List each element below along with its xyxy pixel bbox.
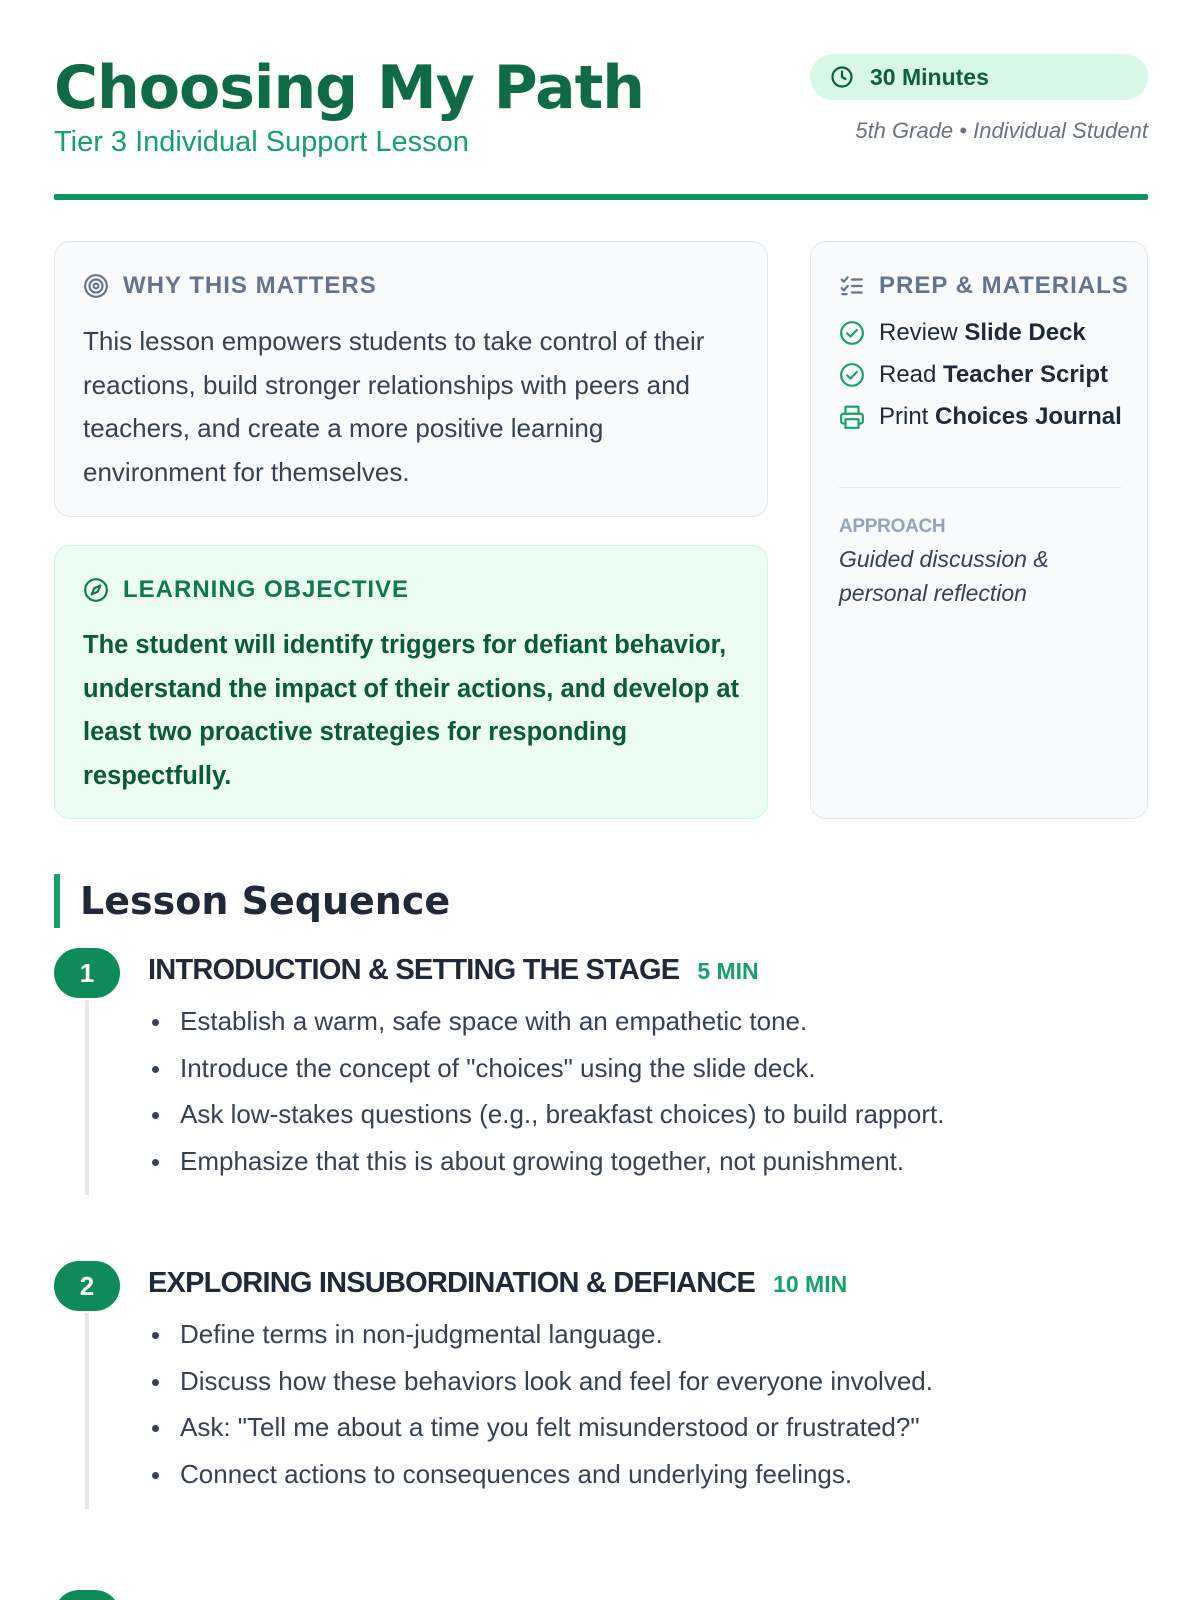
list-item: Emphasize that this is about growing together, not punishment. <box>180 1138 1140 1185</box>
step-number-badge: 2 <box>54 1261 120 1311</box>
prep-list <box>839 318 1129 444</box>
prep-item <box>839 318 1129 348</box>
page-subtitle: Tier 3 Individual Support Lesson <box>54 126 469 158</box>
page-title: Choosing My Path <box>54 53 644 123</box>
step-number-badge-partial <box>54 1590 120 1600</box>
prep-item-verb: Review <box>879 319 958 346</box>
step-bullet-list <box>180 998 1140 1184</box>
target-icon <box>83 273 109 299</box>
check-circle-icon <box>839 320 865 346</box>
approach-text: Guided discussion & personal reflection <box>839 546 1049 606</box>
why-heading: WHY THIS MATTERS <box>123 272 377 299</box>
header-divider <box>54 194 1148 200</box>
approach-label: APPROACH <box>839 516 946 537</box>
prep-divider <box>839 487 1121 488</box>
printer-icon <box>839 404 865 430</box>
list-item: Define terms in non-judgmental language. <box>180 1311 1140 1358</box>
prep-item-verb: Read <box>879 361 937 388</box>
duration-label: 30 Minutes <box>870 63 989 90</box>
section-accent-bar <box>54 874 60 928</box>
lesson-sequence-heading: Lesson Sequence <box>80 879 451 923</box>
list-item: Discuss how these behaviors look and feel for everyone involved. <box>180 1358 1140 1405</box>
list-item: Connect actions to consequences and underlying feelings. <box>180 1451 1140 1498</box>
step-title: EXPLORING INSUBORDINATION & DEFIANCE <box>148 1267 756 1299</box>
compass-icon <box>83 577 109 603</box>
lesson-header <box>54 52 1148 202</box>
why-this-matters-card <box>54 241 768 517</box>
list-item: Introduce the concept of "choices" using the slide deck. <box>180 1045 1140 1092</box>
step-title: INTRODUCTION & SETTING THE STAGE <box>148 954 680 986</box>
check-circle-icon <box>839 362 865 388</box>
prep-heading: PREP & MATERIALS <box>879 272 1129 299</box>
step-duration: 10 MIN <box>773 1271 848 1297</box>
learning-objective-card <box>54 545 768 819</box>
objective-heading: LEARNING OBJECTIVE <box>123 576 410 603</box>
audience-label: 5th Grade • Individual Student <box>855 118 1148 143</box>
prep-item-object: Choices Journal <box>935 403 1122 430</box>
step-number-badge: 1 <box>54 948 120 998</box>
list-item: Establish a warm, safe space with an empathetic tone. <box>180 998 1140 1045</box>
prep-item-object: Slide Deck <box>964 319 1086 346</box>
prep-item-object: Teacher Script <box>943 361 1108 388</box>
why-body: This lesson empowers students to take control of their reactions, build stronger relationships with peers and teachers, and create a more positive learning environment for themselves. <box>83 326 705 487</box>
step-duration: 5 MIN <box>697 958 759 984</box>
list-item: Ask: "Tell me about a time you felt misunderstood or frustrated?" <box>180 1404 1140 1451</box>
duration-badge <box>810 54 1148 100</box>
step-bullet-list <box>180 1311 1140 1497</box>
list-item: Ask low-stakes questions (e.g., breakfast choices) to build rapport. <box>180 1091 1140 1138</box>
checklist-icon <box>839 273 865 299</box>
step-timeline-line <box>85 1313 89 1509</box>
prep-item <box>839 402 1129 432</box>
clock-icon <box>830 65 854 89</box>
prep-materials-card <box>810 241 1148 819</box>
lesson-step <box>54 948 1148 1248</box>
step-timeline-line <box>85 1000 89 1195</box>
lesson-step <box>54 1261 1148 1561</box>
prep-item-verb: Print <box>879 403 929 430</box>
prep-item <box>839 360 1129 390</box>
objective-body: The student will identify triggers for defiant behavior, understand the impact of their actions, and develop at least two proactive strategies for responding respectfully. <box>83 631 740 790</box>
